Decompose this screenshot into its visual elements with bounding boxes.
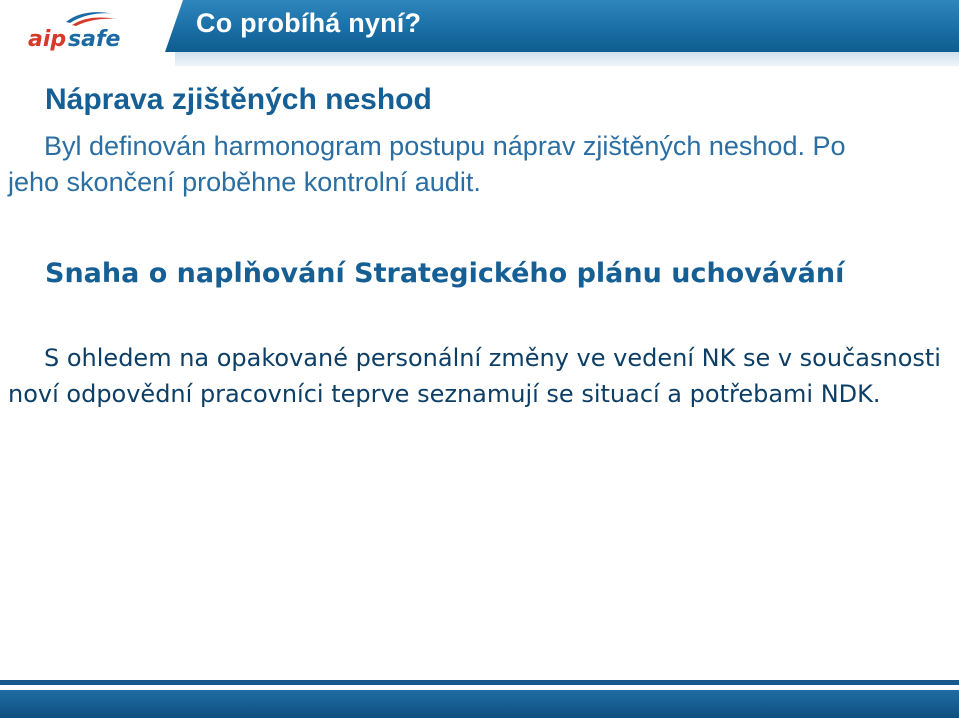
svg-text:aip: aip (28, 27, 67, 52)
section-body-remedy: Byl definován harmonogram postupu náprav zjištěných neshod. Po jeho skončení proběhne kontrolní audit. (8, 131, 846, 197)
logo-area (0, 0, 175, 66)
slide-header (0, 0, 959, 66)
title-bar-shadow (175, 52, 959, 66)
aipsafe-logo (26, 8, 138, 54)
section-heading-strategic-plan: Snaha o naplňování Strategického plánu uchovávání (45, 258, 845, 289)
section-body-strategic-plan: S ohledem na opakované personální změny ve vedení NK se v současnosti noví odpovědní pracovníci teprve seznamují se situací a potřebami NDK. (8, 344, 941, 408)
footer-bar (0, 690, 959, 718)
section-heading-remedy: Náprava zjištěných neshod (45, 83, 432, 116)
slide-title: Co probíhá nyní? (196, 8, 422, 38)
svg-text:safe: safe (68, 27, 121, 52)
